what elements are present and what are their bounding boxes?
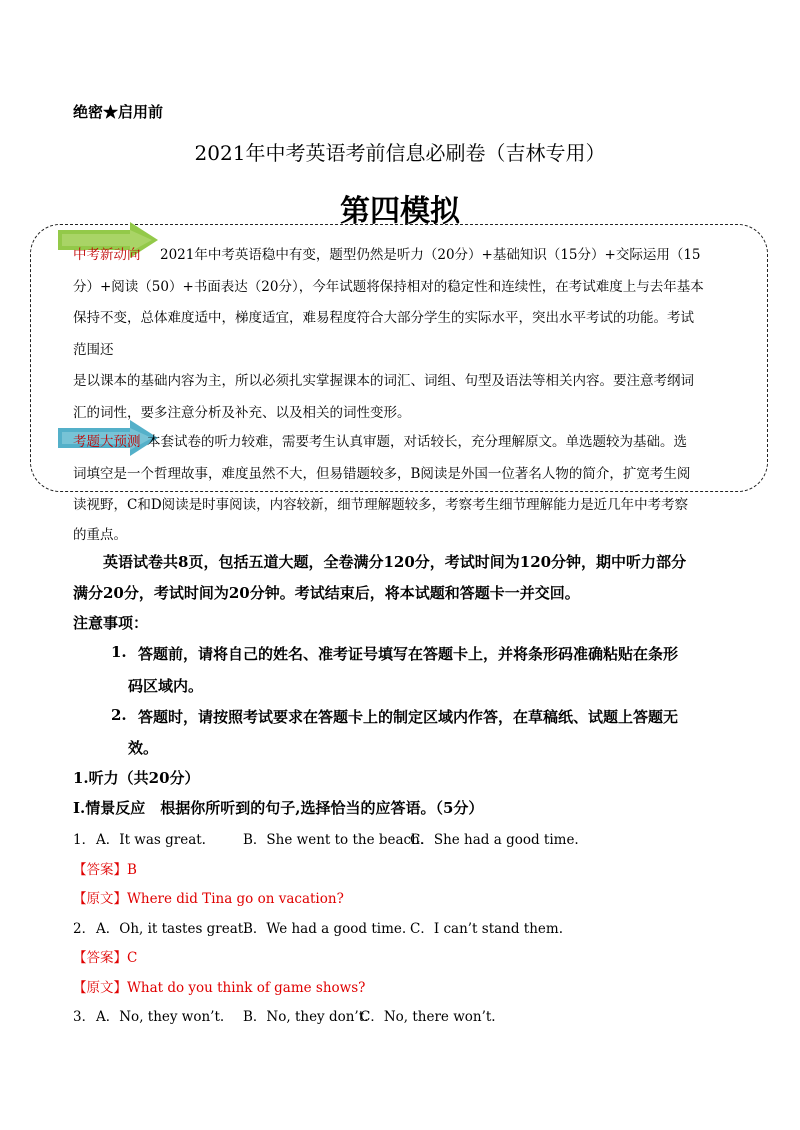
note-line: 答题前，请将自己的姓名、准考证号填写在答题卡上，并将条形码准确粘贴在条形: [138, 645, 679, 663]
question-option: C．I can’t stand them.: [410, 921, 563, 937]
trend-line: 是以课本的基础内容为主，所以必须扎实掌握课本的词汇、词组、句型及语法等相关内容。要注意考纲词: [73, 373, 694, 389]
predict-line: 词填空是一个哲理故事，难度虽然不大，但易错题较多，B阅读是外国一位著名人物的简介，扩宽考生阅: [73, 466, 691, 482]
trend-tag: 中考新动向: [73, 247, 141, 263]
predict-line: 的重点。: [73, 527, 127, 543]
source-line: [73, 976, 365, 996]
answer-line: [73, 946, 137, 966]
source-text: What do you think of game shows?: [127, 980, 366, 996]
question-option: A．It was great.: [96, 832, 206, 848]
source-tag: 【原文】: [73, 980, 127, 996]
question-option: B．We had a good time.: [243, 921, 407, 937]
question-number: 1．: [73, 832, 96, 848]
trend-line: 范围还: [73, 342, 114, 358]
question-option: C．No, there won’t.: [360, 1009, 496, 1025]
source-line: [73, 887, 344, 907]
predict-line: 读视野，C和D阅读是时事阅读，内容较新，细节理解题较多，考察考生细节理解能力是近几年中考考察: [73, 497, 689, 513]
predict-tag: 考题大预测: [73, 434, 141, 450]
answer-tag: 【答案】: [73, 950, 127, 966]
answer-value: B: [127, 862, 137, 878]
answer-line: [73, 858, 137, 878]
exam-subtitle: 第四模拟: [340, 194, 460, 229]
predict-line: 本套试卷的听力较难，需要考生认真审题，对话较长，充分理解原文。单选题较为基础。选: [147, 434, 687, 450]
answer-value: C: [127, 950, 138, 966]
note-line: 答题时，请按照考试要求在答题卡上的制定区域内作答，在草稿纸、试题上答题无: [138, 708, 679, 726]
trend-line: 保持不变，总体难度适中，梯度适宜，难易程度符合大部分学生的实际水平，突出水平考试的功能。考试: [73, 310, 694, 326]
question-option: A．No, they won’t.: [96, 1009, 225, 1025]
question-option: A．Oh, it tastes great.: [96, 921, 248, 937]
note-number: 1.: [111, 643, 127, 661]
section-title: 1.听力（共20分）: [73, 769, 200, 787]
part-title: Ⅰ.情景反应 根据你所听到的句子,选择恰当的应答语。（5分）: [73, 799, 484, 817]
exam-info-line: 满分20分，考试时间为20分钟。考试结束后，将本试题和答题卡一并交回。: [73, 584, 580, 602]
question-number: 2．: [73, 921, 96, 937]
note-number: 2.: [111, 706, 127, 724]
question-option: C．She had a good time.: [410, 832, 579, 848]
answer-tag: 【答案】: [73, 862, 127, 878]
trend-line: 分）+阅读（50）+书面表达（20分），今年试题将保持相对的稳定性和连续性，在考试难度上与去年基本: [73, 279, 704, 295]
notes-title: 注意事项：: [73, 614, 149, 632]
question-option: B．She went to the beach.: [243, 832, 425, 848]
exam-info-line: 英语试卷共8页，包括五道大题，全卷满分120分，考试时间为120分钟，期中听力部分: [103, 553, 687, 571]
note-line: 码区域内。: [128, 677, 204, 695]
question-number: 3．: [73, 1009, 96, 1025]
trend-line: 汇的词性，要多注意分析及补充、以及相关的词性变形。: [73, 405, 411, 421]
confidential-label: 绝密★启用前: [73, 103, 164, 121]
source-tag: 【原文】: [73, 891, 127, 907]
trend-line: 2021年中考英语稳中有变，题型仍然是听力（20分）+基础知识（15分）+交际运用（15: [160, 247, 701, 263]
exam-title: 2021年中考英语考前信息必刷卷（吉林专用）: [194, 141, 606, 165]
question-option: B．No, they don’t.: [243, 1009, 369, 1025]
source-text: Where did Tina go on vacation?: [127, 891, 344, 907]
note-line: 效。: [128, 739, 159, 757]
